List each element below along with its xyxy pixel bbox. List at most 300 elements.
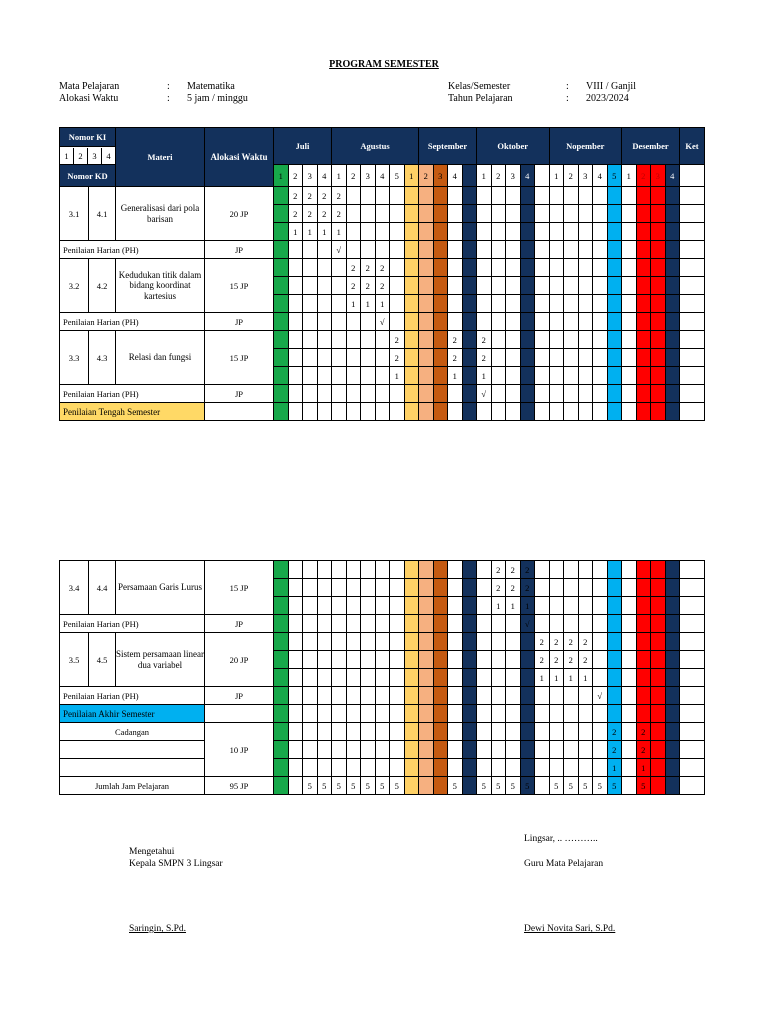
nomor-ki-header: Nomor KI [60,128,116,147]
week-cell [578,277,593,295]
week-cell [404,331,419,349]
week-cell [549,367,564,385]
week-cell [346,403,361,421]
week-cell [433,367,448,385]
week-cell [332,741,347,759]
week-cell [303,313,318,331]
week-cell [665,651,680,669]
week-cell [419,669,434,687]
table-row [60,313,705,331]
week-cell: √ [520,615,535,633]
week-cell: 2 [361,259,376,277]
week-number: 5 [390,165,405,187]
month-header-oktober: Oktober [477,128,550,165]
week-number: 1 [549,165,564,187]
week-cell [404,633,419,651]
week-cell: 2 [288,187,303,205]
week-cell [520,651,535,669]
week-cell [651,561,666,579]
week-cell [564,313,579,331]
week-cell [607,259,622,277]
jp-cell [205,403,274,421]
kd-code: 4.5 [89,633,116,687]
week-cell [607,385,622,403]
week-cell [346,367,361,385]
week-cell [622,651,637,669]
week-cell [506,403,521,421]
week-cell [390,223,405,241]
week-cell [578,723,593,741]
week-cell [578,205,593,223]
week-cell [404,651,419,669]
week-cell [390,403,405,421]
week-cell: 2 [549,651,564,669]
week-cell [564,385,579,403]
week-cell [404,597,419,615]
week-cell [361,561,376,579]
week-cell [607,597,622,615]
jp-cell: JP [205,687,274,705]
week-cell [622,759,637,777]
week-cell [288,241,303,259]
week-cell [390,295,405,313]
ket-cell [680,403,705,421]
ket-cell [680,561,705,579]
week-cell [433,205,448,223]
week-cell [477,669,492,687]
week-cell [636,241,651,259]
week-cell: 5 [607,777,622,795]
week-cell [535,313,550,331]
week-cell [622,367,637,385]
week-cell [332,615,347,633]
ket-cell [680,367,705,385]
week-cell [404,741,419,759]
week-cell [433,277,448,295]
week-cell [361,579,376,597]
week-cell [506,331,521,349]
week-cell [346,705,361,723]
ki-code: 3.3 [60,331,89,385]
week-cell [636,385,651,403]
month-header-desember: Desember [622,128,680,165]
week-cell [636,277,651,295]
week-cell [636,705,651,723]
week-cell: 2 [578,633,593,651]
week-cell [274,241,289,259]
week-cell [520,187,535,205]
week-cell [651,615,666,633]
week-cell [390,579,405,597]
week-cell [332,687,347,705]
alokasi-header: Alokasi Waktu [205,128,274,187]
ket-header: Ket [680,128,705,165]
week-cell [274,277,289,295]
week-cell [288,741,303,759]
week-cell [665,331,680,349]
week-cell [491,705,506,723]
week-number: 2 [564,165,579,187]
week-cell [303,367,318,385]
jp-cell: JP [205,615,274,633]
week-cell: 1 [549,669,564,687]
week-number: 3 [651,165,666,187]
week-cell: 5 [564,777,579,795]
week-cell [419,705,434,723]
week-cell [288,349,303,367]
principal-name: Saringin, S.Pd. [129,924,187,934]
week-cell [404,259,419,277]
week-cell [462,313,477,331]
week-cell [578,579,593,597]
materi-cell: Sistem persamaan linear dua variabel [116,633,205,687]
week-cell [303,741,318,759]
week-cell: 2 [636,741,651,759]
week-number: 4 [665,165,680,187]
week-cell [636,615,651,633]
week-cell [651,187,666,205]
week-cell [419,277,434,295]
week-cell: 2 [448,331,463,349]
week-cell [477,759,492,777]
week-cell [506,313,521,331]
week-cell [549,259,564,277]
week-cell [346,651,361,669]
week-cell [491,367,506,385]
week-cell [651,367,666,385]
kd-code: 4.4 [89,561,116,615]
week-cell [390,687,405,705]
table-row [60,259,705,277]
week-cell [622,687,637,705]
week-cell [303,241,318,259]
week-cell: 1 [448,367,463,385]
ket-cell [680,241,705,259]
week-cell [361,705,376,723]
week-cell [375,331,390,349]
week-cell [303,579,318,597]
week-cell [317,705,332,723]
week-cell [390,313,405,331]
week-cell [491,651,506,669]
ket-cell [680,651,705,669]
ph-label: Penilaian Harian (PH) [60,615,205,633]
week-cell [274,687,289,705]
week-cell [448,241,463,259]
week-cell [361,241,376,259]
week-cell [462,651,477,669]
nomor-kd-header: Nomor KD [60,165,116,187]
week-cell [419,403,434,421]
week-cell [317,669,332,687]
week-cell [491,277,506,295]
ph-label: Penilaian Harian (PH) [60,687,205,705]
ki-number: 2 [73,148,87,164]
week-cell [564,367,579,385]
week-cell [419,385,434,403]
week-cell [549,277,564,295]
colon: : [566,81,569,92]
week-cell [651,331,666,349]
week-cell [462,349,477,367]
week-cell [288,277,303,295]
week-cell: 2 [607,723,622,741]
week-cell [288,615,303,633]
week-cell [622,741,637,759]
week-cell: 5 [578,777,593,795]
subject-value: Matematika [187,81,235,92]
teacher-name: Dewi Novita Sari, S.Pd. [524,924,616,934]
week-cell [303,687,318,705]
week-cell [564,723,579,741]
materi-header: Materi [116,128,205,187]
week-cell [317,295,332,313]
week-cell [491,295,506,313]
week-cell [448,277,463,295]
week-cell [636,331,651,349]
week-cell [375,705,390,723]
week-cell [535,723,550,741]
week-cell [636,259,651,277]
week-cell [303,705,318,723]
year-value: 2023/2024 [586,93,629,104]
week-cell [346,687,361,705]
week-cell [375,205,390,223]
week-cell [375,597,390,615]
teacher-title: Guru Mata Pelajaran [524,859,604,869]
week-cell [462,723,477,741]
week-cell [607,651,622,669]
week-cell [622,669,637,687]
week-cell [433,295,448,313]
week-cell [651,205,666,223]
week-cell [346,597,361,615]
week-cell: 1 [506,597,521,615]
week-cell [651,741,666,759]
week-number: 2 [419,165,434,187]
colon: : [566,93,569,104]
kd-code: 4.3 [89,331,116,385]
week-cell [665,777,680,795]
week-cell [506,615,521,633]
week-cell [288,403,303,421]
week-cell [433,241,448,259]
week-cell [578,295,593,313]
week-cell [274,723,289,741]
ki-number: 3 [87,148,101,164]
week-number [462,165,477,187]
week-cell [303,615,318,633]
week-cell [288,705,303,723]
week-number: 3 [506,165,521,187]
week-cell [665,759,680,777]
week-cell [361,687,376,705]
week-cell [564,579,579,597]
week-cell [433,741,448,759]
week-cell: 1 [317,223,332,241]
week-cell [506,723,521,741]
week-cell [520,723,535,741]
week-cell [622,223,637,241]
week-cell [564,223,579,241]
week-cell [462,759,477,777]
week-cell [317,561,332,579]
week-cell [448,633,463,651]
week-cell [433,385,448,403]
week-cell [578,615,593,633]
week-cell [375,651,390,669]
week-cell: 2 [506,561,521,579]
week-cell [535,705,550,723]
week-cell [491,331,506,349]
week-cell [419,241,434,259]
week-cell [491,723,506,741]
week-cell [361,597,376,615]
week-cell: 1 [477,367,492,385]
week-cell [491,313,506,331]
week-cell [477,223,492,241]
week-cell [477,741,492,759]
week-cell [578,241,593,259]
week-cell [593,759,608,777]
week-number: 3 [578,165,593,187]
week-cell [665,561,680,579]
week-cell: 2 [607,741,622,759]
week-cell [593,403,608,421]
week-cell: 5 [520,777,535,795]
week-cell [607,615,622,633]
week-cell [665,741,680,759]
week-cell [274,579,289,597]
week-cell [346,241,361,259]
jp-cell: 15 JP [205,259,274,313]
week-cell [419,777,434,795]
week-cell [288,687,303,705]
week-cell [491,205,506,223]
jp-cell: JP [205,241,274,259]
ki-code: 3.2 [60,259,89,313]
ket-cell [680,349,705,367]
week-cell [433,651,448,669]
week-cell [593,205,608,223]
table-row [60,723,705,741]
week-cell [651,579,666,597]
week-cell [433,633,448,651]
week-cell [390,241,405,259]
ket-cell [680,687,705,705]
ket-cell [680,295,705,313]
week-cell [564,741,579,759]
week-cell [274,295,289,313]
week-cell [491,259,506,277]
week-cell [419,759,434,777]
week-cell [361,385,376,403]
week-cell [390,259,405,277]
week-cell [346,349,361,367]
week-cell [303,295,318,313]
week-cell [593,367,608,385]
week-cell [375,579,390,597]
week-cell [520,295,535,313]
ket-cell [680,165,705,187]
week-cell [390,669,405,687]
week-cell [593,633,608,651]
week-cell [651,651,666,669]
table-row [60,561,705,579]
week-cell [636,651,651,669]
week-cell [477,579,492,597]
week-cell: 1 [636,759,651,777]
week-cell [332,349,347,367]
week-cell [520,313,535,331]
materi-cell: Persamaan Garis Lurus [116,561,205,615]
week-cell: √ [332,241,347,259]
week-cell [477,187,492,205]
week-cell [433,615,448,633]
week-cell [274,615,289,633]
week-number: 3 [433,165,448,187]
week-cell [593,277,608,295]
table-row [60,187,705,205]
week-cell [651,723,666,741]
week-cell [433,597,448,615]
week-cell [535,241,550,259]
week-cell [491,741,506,759]
week-cell [288,561,303,579]
week-cell [665,669,680,687]
week-cell [317,651,332,669]
empty-cell [60,759,205,777]
week-cell [535,777,550,795]
week-cell [535,331,550,349]
week-cell [607,705,622,723]
week-cell [520,403,535,421]
week-cell [332,259,347,277]
week-cell [419,561,434,579]
week-cell [274,597,289,615]
week-cell [549,241,564,259]
week-cell [317,579,332,597]
week-cell [665,187,680,205]
week-cell [462,331,477,349]
week-cell [651,241,666,259]
week-cell [448,669,463,687]
week-cell [564,403,579,421]
table-row [60,687,705,705]
week-cell [433,223,448,241]
week-cell [419,349,434,367]
week-cell [404,759,419,777]
week-cell [404,349,419,367]
week-cell [651,259,666,277]
week-cell [433,403,448,421]
week-cell [506,277,521,295]
week-cell [477,277,492,295]
week-cell [665,223,680,241]
week-cell [448,705,463,723]
week-cell [332,669,347,687]
week-cell: √ [593,687,608,705]
week-cell: 1 [564,669,579,687]
week-cell [520,687,535,705]
week-cell: 2 [535,633,550,651]
week-cell: 2 [317,205,332,223]
jp-cell: JP [205,385,274,403]
week-cell [578,385,593,403]
week-cell [462,741,477,759]
week-cell [274,205,289,223]
week-cell: 1 [346,295,361,313]
